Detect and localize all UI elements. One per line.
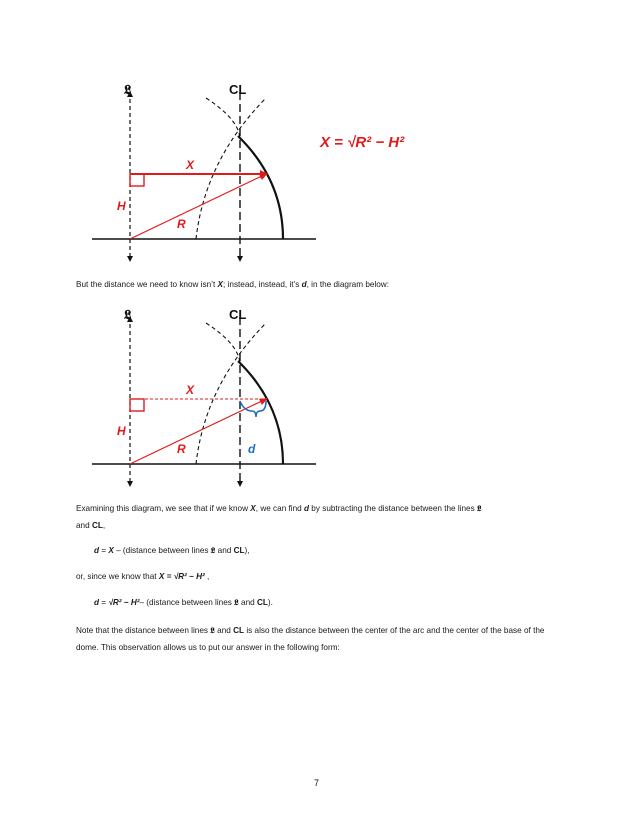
paragraph-intro: But the distance we need to know isn’t X; instead, instead, it’s d, in the diagram below: [76,280,389,289]
label-centerline-right: CL [229,82,247,97]
arrowhead-down-left [127,481,133,487]
r-segment [130,174,266,239]
dashed-arc-right [206,98,240,140]
label-r: R [177,442,186,456]
dashed-arc-right [206,323,240,365]
label-h: H [117,424,126,438]
arrowhead-down-right [237,256,243,262]
dome-arc [238,136,283,239]
label-x: X [186,158,195,172]
paragraph-examining: Examining this diagram, we see that if we know X, we can find d by subtracting the distance between the lines 𝕷 and CL, [76,504,482,530]
right-angle-marker [130,174,144,186]
arrowhead-down-right [237,481,243,487]
dashed-arc-left [196,98,266,239]
equation-d-1: d = X – (distance between lines 𝕷 and CL), [94,546,250,555]
paragraph-note: Note that the distance between lines 𝕷 and CL is also the distance between the center of the arc and the center of the base of the dome. This observation allows us to put our answer in the following form: [76,626,545,652]
label-centerline-left: 𝕷 [124,82,132,97]
paragraph-or-since: or, since we know that X = √R² − H² , [76,572,210,581]
page-number: 7 [314,778,320,788]
dashed-arc-left [196,323,266,464]
formula-x: X = √R² − H² [320,134,405,151]
right-angle-marker [130,399,144,411]
equation-d-2: d = √R² − H²– (distance between lines 𝕷 and CL). [94,598,273,607]
label-d: d [248,442,256,456]
label-x: X [186,383,195,397]
arrowhead-down-left [127,256,133,262]
r-arrowhead [259,173,268,180]
label-r: R [177,217,186,231]
dome-diagram-2 [0,295,638,485]
label-centerline-right: CL [229,307,247,322]
label-h: H [117,199,126,213]
dome-arc [238,361,283,464]
label-centerline-left: 𝕷 [124,307,132,322]
